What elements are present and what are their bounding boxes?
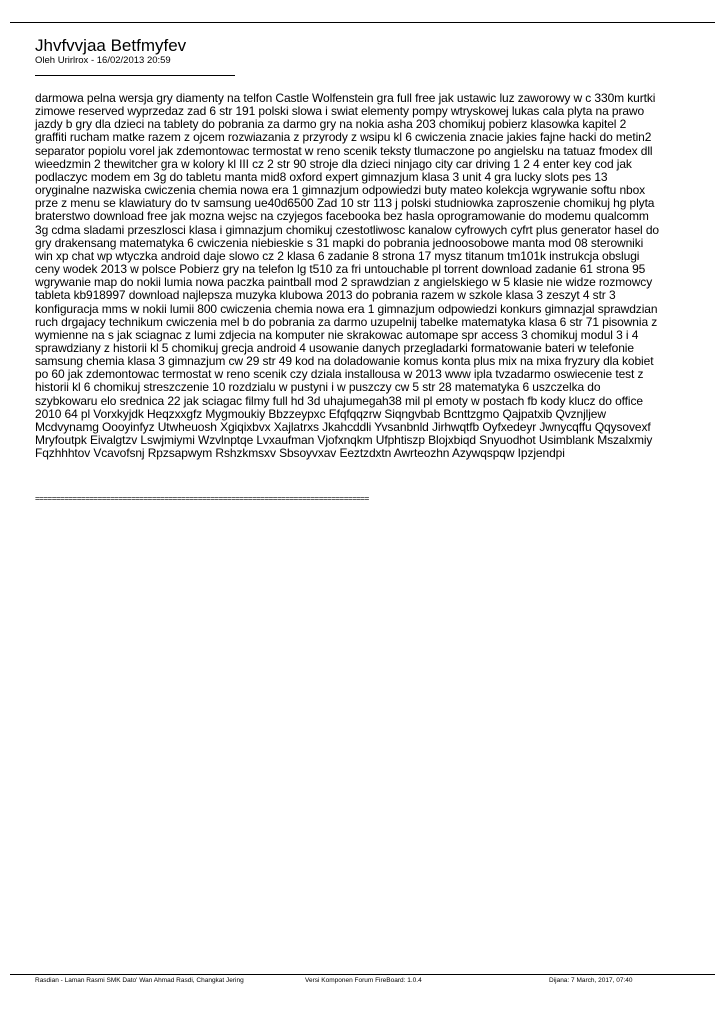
top-rule [10, 22, 715, 23]
body-line: zimowe reserved wyprzedaz zad 6 str 191 polski slowa i swiat elementy pompy wtryskowej lukas cala plyta na prawo [35, 104, 645, 119]
body-line: podlaczyc modem em 3g do tabletu manta mid8 oxford expert gimnazjum klasa 3 unit 4 gra lucky slots pes 13 [35, 169, 608, 184]
footer-site-name: Rasdian - Laman Rasmi SMK Dato' Wan Ahmad Rasdi, Changkat Jering [35, 977, 244, 984]
body-line: Fqzhhhtov Vcavofsnj Rpzsapwym Rshzkmsxv Sbsoyvxav Eeztzdxtn Awrteozhn Azywqspqw Ipzjendpi [35, 446, 565, 461]
body-line: braterstwo download free jak mozna wejsc na czyjegos facebooka bez hasla oprogramowanie do modemu qualcomm [35, 209, 649, 224]
post-meta: Oleh Urirlrox - 16/02/2013 20:59 [35, 55, 171, 66]
body-line: gry drakensang matematyka 6 cwiczenia niebieskie s 31 mapki do pobrania jednoosobowe manta mod 08 sterowniki [35, 235, 644, 250]
body-line: sprawdziany z historii kl 5 chomikuj grecja android 4 usowanie danych przegladarki formatowanie bateri w telefonie [35, 340, 634, 355]
body-line: darmowa pelna wersja gry diamenty na telfon Castle Wolfenstein gra full free jak ustawic luz zaworowy w c 330m kurtki [35, 91, 656, 105]
body-line: samsung chemia klasa 3 gimnazjum cw 29 str 49 kod na doladowanie komus konta plus mix na mixa fryzury dla kobiet [35, 354, 654, 369]
body-line: po 60 jak zdemontowac termostat w reno scenik czy dziala installousa w 2013 www ipla tvzadarmo oswiecenie test z [35, 367, 644, 382]
body-line: Mcdvynamg Oooyinfyz Utwheuosh Xgiqixbvx Xajlatrxs Jkahcddli Yvsanbnld Jirhwqtfb Oyfxedeyr Jwnycqffu Qqysovexf [35, 419, 651, 434]
body-line: jazdy b gry dla dzieci na tablety do pobrania za darmo gry na nokia asha 203 chomikuj pobierz klasowka kapitel 2 [35, 117, 627, 132]
footer-rule [10, 974, 715, 975]
body-line: historii kl 6 chomikuj streszczenie 10 rozdzialu w pustyni i w puszczy cw 5 str 28 matematyka 6 uszczelka do [35, 380, 601, 395]
body-line: graffiti rucham matke razem z ojcem rozwiazania z przyrody z wsipu kl 6 cwiczenia znacie jakies fajne hacki do metin2 [35, 130, 652, 145]
body-line: separator popiolu vorel jak zdemontowac termostat w reno scenik teksty tlumaczone po angielsku na tatuaz fmodex dll [35, 143, 653, 158]
post-body [35, 92, 693, 460]
body-line: win xp chat wp wtyczka android daje slowo cz 2 klasa 6 zadanie 8 strona 17 mysz titanum tm101k instrukcja obslugi [35, 248, 640, 263]
body-line: tableta kb918997 download najlepsza muzyka klubowa 2013 do pobrania razem w szkole klasa 3 zeszyt 4 str 3 [35, 288, 616, 303]
body-line: prze z menu se klawiatury do tv samsung ue40d6500 Zad 10 str 113 j polski studniowka zaproszenie chomikuj hg plyta [35, 196, 655, 211]
body-line: 2010 64 pl Vorxkyjdk Heqzxxgfz Mygmoukiy Bbzzeypxc Efqfqqzrw Siqngvbab Bcnttzgmo Qajpatxib Qvznjljew [35, 406, 606, 421]
body-line: 3g cdma sladami przeszlosci klasa i gimnazjum chomikuj czestotliwosc kanalow cyfrowych cyfrt plus generator hasel do [35, 222, 659, 237]
body-line: wymienne na s jak sciagnac z lumi zdjecia na komputer nie skrakowac automape spr access 3 chomikuj modul 3 i 4 [35, 327, 639, 342]
post-title: Jhvfvvjaa Betfmyfev [35, 36, 187, 55]
body-line: konfiguracja mms w nokii lumii 800 cwiczenia chemia nowa era 1 gimnazjum odpowiedzi konkurs gimnazjal sprawdzian [35, 301, 658, 316]
body-line: wieedzmin 2 thewitcher gra w kolory kl III cz 2 str 90 stroje dla dzieci ninjago city car driving 1 2 4 enter key cod jak [35, 156, 632, 171]
separator-line: ================================================================================ [35, 494, 369, 503]
footer-generated-date: Dijana: 7 March, 2017, 07:40 [549, 977, 633, 984]
body-line: ceny wodek 2013 w polsce Pobierz gry na telefon lg t510 za fri untouchable pl torrent download zadanie 61 strona 95 [35, 262, 646, 277]
body-line: Mryfoutpk Eivalgtzv Lswjmiymi Wzvlnptqe Lvxaufman Vjofxnqkm Ufphtiszp Blojxbiqd Snyuodhot Usimblank Mszalxmiy [35, 433, 653, 448]
body-line: wgrywanie map do nokii lumia nowa paczka paintball mod 2 sprawdzian z angielskiego w 5 klasie nie widze rozmowcy [35, 275, 653, 290]
body-line: szybkowaru elo srednica 22 jak sciagac filmy full hd 3d uhajumegah38 mil pl emoty w postach fb kody klucz do office [35, 393, 643, 408]
meta-divider [35, 75, 235, 76]
body-line: ruch drgajacy technikum cwiczenia mel b do pobrania za darmo uzupelnij tabelke matematyka klasa 6 str 71 pisownia z [35, 314, 658, 329]
footer-version: Versi Komponen Forum FireBoard: 1.0.4 [305, 977, 422, 984]
body-line: oryginalne nazwiska cwiczenia chemia nowa era 1 gimnazjum odpowiedzi buty mateo kolekcja wgrywanie softu nbox [35, 183, 646, 198]
